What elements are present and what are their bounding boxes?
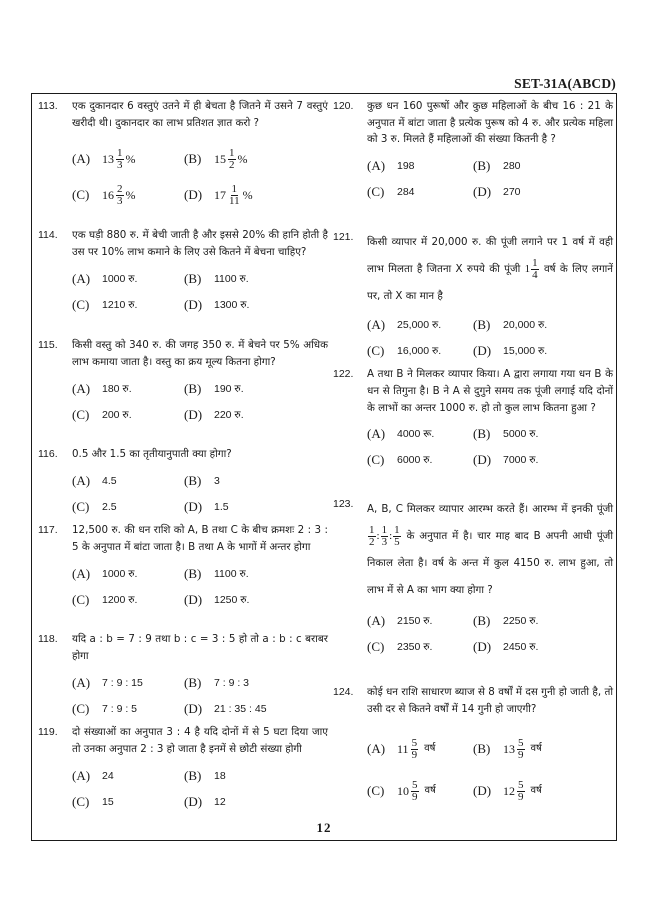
option-a[interactable]: (A) 180 रु. bbox=[72, 380, 132, 396]
option-b[interactable]: (B) 18 bbox=[184, 767, 226, 783]
option-a[interactable]: (A) 4.5 bbox=[72, 473, 117, 489]
question-116 bbox=[38, 446, 328, 521]
option-d[interactable]: (D) 17 $\frac{1}{11}$ % bbox=[184, 182, 253, 207]
question-117 bbox=[38, 522, 328, 613]
option-d[interactable]: (D) 1.5 bbox=[184, 499, 229, 515]
option-d[interactable]: (D) 220 रु. bbox=[184, 406, 244, 422]
question-number: 118. bbox=[38, 633, 58, 645]
question-123 bbox=[333, 496, 613, 660]
option-a[interactable]: (A) 2150 रु. bbox=[367, 612, 433, 628]
option-c[interactable]: (C) 16 $\frac{2}{3}$ % bbox=[72, 182, 136, 207]
question-text: एक दुकानदार 6 वस्तुएं उतने में ही बेचता है जितने में उसने 7 वस्तुएं खरीदी थी। दुकानदार का लाभ प्रतिशत ज्ञात करो ? bbox=[72, 100, 328, 129]
option-a[interactable]: (A) 4000 रू. bbox=[367, 425, 435, 441]
question-124 bbox=[333, 684, 613, 812]
question-114 bbox=[38, 227, 328, 318]
option-b[interactable]: (B) 1100 रु. bbox=[184, 565, 249, 581]
page-number: 12 bbox=[316, 820, 332, 835]
options bbox=[72, 266, 328, 318]
option-c[interactable]: (C) 200 रु. bbox=[72, 406, 132, 422]
option-d[interactable]: (D) 21 : 35 : 45 bbox=[184, 700, 267, 716]
question-number: 123. bbox=[333, 498, 354, 510]
option-a[interactable]: (A) 11 $\frac{5}{9}$ वर्ष bbox=[367, 736, 436, 761]
options bbox=[367, 608, 613, 660]
question-119 bbox=[38, 724, 328, 815]
question-113 bbox=[38, 98, 328, 213]
question-number: 122. bbox=[333, 368, 354, 380]
options bbox=[367, 421, 613, 473]
option-c[interactable]: (C) 16,000 रु. bbox=[367, 342, 442, 358]
question-text: किसी व्यापार में 20,000 रु. की पूंजी लगाने पर 1 वर्ष में वही लाभ मिलता है जितना X रुपये की पूंजी 1 $\frac{1}{4}$ वर्ष के लिए लगानें पर, तो X का मान है bbox=[367, 236, 613, 302]
options bbox=[72, 376, 328, 428]
question-text: यदि a : b = 7 : 9 तथा b : c = 3 : 5 हो तो a : b : c बराबर होगा bbox=[72, 633, 328, 662]
option-d[interactable]: (D) 12 bbox=[184, 793, 226, 809]
mixed-fraction: 1 $\frac{1}{4}$ bbox=[524, 256, 538, 281]
question-text: किसी वस्तु को 340 रु. की जगह 350 रु. में बेचने पर 5% अधिक लाभ कमाया जाता है। वस्तु का क्रय मूल्य कितना होगा? bbox=[72, 339, 328, 368]
options bbox=[72, 763, 328, 815]
option-d[interactable]: (D) 1300 रु. bbox=[184, 296, 250, 312]
option-c[interactable]: (C) 6000 रु. bbox=[367, 451, 433, 467]
question-text: दो संख्याओं का अनुपात 3 : 4 है यदि दोनों में से 5 घटा दिया जाए तो उनका अनुपात 2 : 3 हो जाता है इनमें से छोटी संख्या होगी bbox=[72, 726, 328, 755]
option-b[interactable]: (B) 280 bbox=[473, 158, 521, 174]
question-120 bbox=[333, 98, 613, 206]
option-d[interactable]: (D) 1250 रु. bbox=[184, 591, 250, 607]
question-number: 115. bbox=[38, 339, 58, 351]
option-b[interactable]: (B) 13 $\frac{5}{9}$ वर्ष bbox=[473, 736, 542, 761]
option-c[interactable]: (C) 1210 रु. bbox=[72, 296, 138, 312]
option-c[interactable]: (C) 10 $\frac{5}{9}$ वर्ष bbox=[367, 778, 436, 803]
question-number: 113. bbox=[38, 100, 58, 112]
question-text: A, B, C मिलकर व्यापार आरम्भ करते हैं। आरम्भ में इनकी पूंजी $\frac{1}{2}$ : $\frac{1}{3}$ : $\frac{1}{5}$ के अनुपात में है। चार माह बाद B अपनी आधी पूंजी निकाल लेता है। वर्ष के अन्त में कुल 4150 रु. लाभ हुआ, तो लाभ में से A का भाग क्या होगा ? bbox=[367, 503, 613, 596]
option-b[interactable]: (B) 3 bbox=[184, 473, 220, 489]
options bbox=[72, 561, 328, 613]
question-text: 0.5 और 1.5 का तृतीयानुपाती क्या होगा? bbox=[72, 448, 232, 460]
option-a[interactable]: (A) 198 bbox=[367, 158, 415, 174]
option-b[interactable]: (B) 20,000 रु. bbox=[473, 316, 548, 332]
option-c[interactable]: (C) 7 : 9 : 5 bbox=[72, 700, 138, 716]
question-number: 124. bbox=[333, 686, 354, 698]
option-c[interactable]: (C) 284 bbox=[367, 184, 415, 200]
question-frame bbox=[31, 93, 617, 841]
question-text: कोई धन राशि साधारण ब्याज से 8 वर्षों में दस गुनी हो जाती है, तो उसी दर से कितने वर्षों में 14 गुनी हो जाएगी? bbox=[367, 686, 613, 715]
capital-ratio: $\frac{1}{2}$ : $\frac{1}{3}$ : $\frac{1}{5}$ bbox=[369, 523, 400, 548]
option-b[interactable]: (B) 15 $\frac{1}{2}$ % bbox=[184, 146, 248, 171]
option-b[interactable]: (B) 1100 रु. bbox=[184, 270, 249, 286]
option-a[interactable]: (A) 24 bbox=[72, 767, 114, 783]
option-a[interactable]: (A) 1000 रु. bbox=[72, 270, 138, 286]
question-number: 117. bbox=[38, 524, 58, 536]
question-number: 120. bbox=[333, 100, 354, 112]
options bbox=[367, 728, 613, 812]
option-c[interactable]: (C) 1200 रु. bbox=[72, 591, 138, 607]
question-122 bbox=[333, 366, 613, 473]
question-118 bbox=[38, 631, 328, 722]
option-b[interactable]: (B) 7 : 9 : 3 bbox=[184, 674, 250, 690]
option-d[interactable]: (D) 7000 रु. bbox=[473, 451, 539, 467]
option-a[interactable]: (A) 13 $\frac{1}{3}$ % bbox=[72, 146, 136, 171]
options bbox=[72, 670, 328, 722]
option-d[interactable]: (D) 270 bbox=[473, 184, 521, 200]
question-115 bbox=[38, 337, 328, 428]
option-d[interactable]: (D) 2450 रु. bbox=[473, 638, 539, 654]
option-d[interactable]: (D) 12 $\frac{5}{9}$ वर्ष bbox=[473, 778, 542, 803]
option-c[interactable]: (C) 2350 रु. bbox=[367, 638, 433, 654]
option-b[interactable]: (B) 190 रु. bbox=[184, 380, 244, 396]
option-c[interactable]: (C) 2.5 bbox=[72, 499, 117, 515]
option-d[interactable]: (D) 15,000 रु. bbox=[473, 342, 548, 358]
options bbox=[367, 312, 613, 364]
option-a[interactable]: (A) 25,000 रु. bbox=[367, 316, 442, 332]
option-c[interactable]: (C) 15 bbox=[72, 793, 114, 809]
question-text: A तथा B ने मिलकर व्यापार किया। A द्वारा लगाया गया धन B के धन से तिगुना है। B ने A से दुगुने समय तक पूंजी लगाई यदि दोनों के लाभों का अन्तर 1000 रु. हो तो कुल लाभ कितना हुआ ? bbox=[367, 368, 613, 414]
question-number: 121. bbox=[333, 231, 354, 243]
option-b[interactable]: (B) 2250 रु. bbox=[473, 612, 539, 628]
options bbox=[72, 141, 328, 213]
question-text: कुछ धन 160 पुरूषों और कुछ महिलाओं के बीच 16 : 21 के अनुपात में बांटा जाता है प्रत्येक पुरूष को 4 रु. और प्रत्येक महिला को 3 रु. मिलते हैं महिलाओं की संख्या कितनी है ? bbox=[367, 100, 613, 145]
option-b[interactable]: (B) 5000 रु. bbox=[473, 425, 539, 441]
options bbox=[72, 469, 328, 521]
option-a[interactable]: (A) 1000 रु. bbox=[72, 565, 138, 581]
question-121 bbox=[333, 229, 613, 364]
question-number: 119. bbox=[38, 726, 58, 738]
question-number: 116. bbox=[38, 448, 58, 460]
question-text: 12,500 रु. की धन राशि को A, B तथा C के बीच क्रमशः 2 : 3 : 5 के अनुपात में बांटा जाता है। B तथा A के भागों में अन्तर होगा bbox=[72, 524, 328, 553]
question-number: 114. bbox=[38, 229, 58, 241]
set-code: SET-31A(ABCD) bbox=[514, 76, 616, 91]
option-a[interactable]: (A) 7 : 9 : 15 bbox=[72, 674, 143, 690]
options bbox=[367, 154, 613, 206]
question-text: एक घड़ी 880 रु. में बेची जाती है और इससे 20% की हानि होती है उस पर 10% लाभ कमाने के लिए उसे कितने में बेचना चाहिए? bbox=[72, 229, 328, 258]
